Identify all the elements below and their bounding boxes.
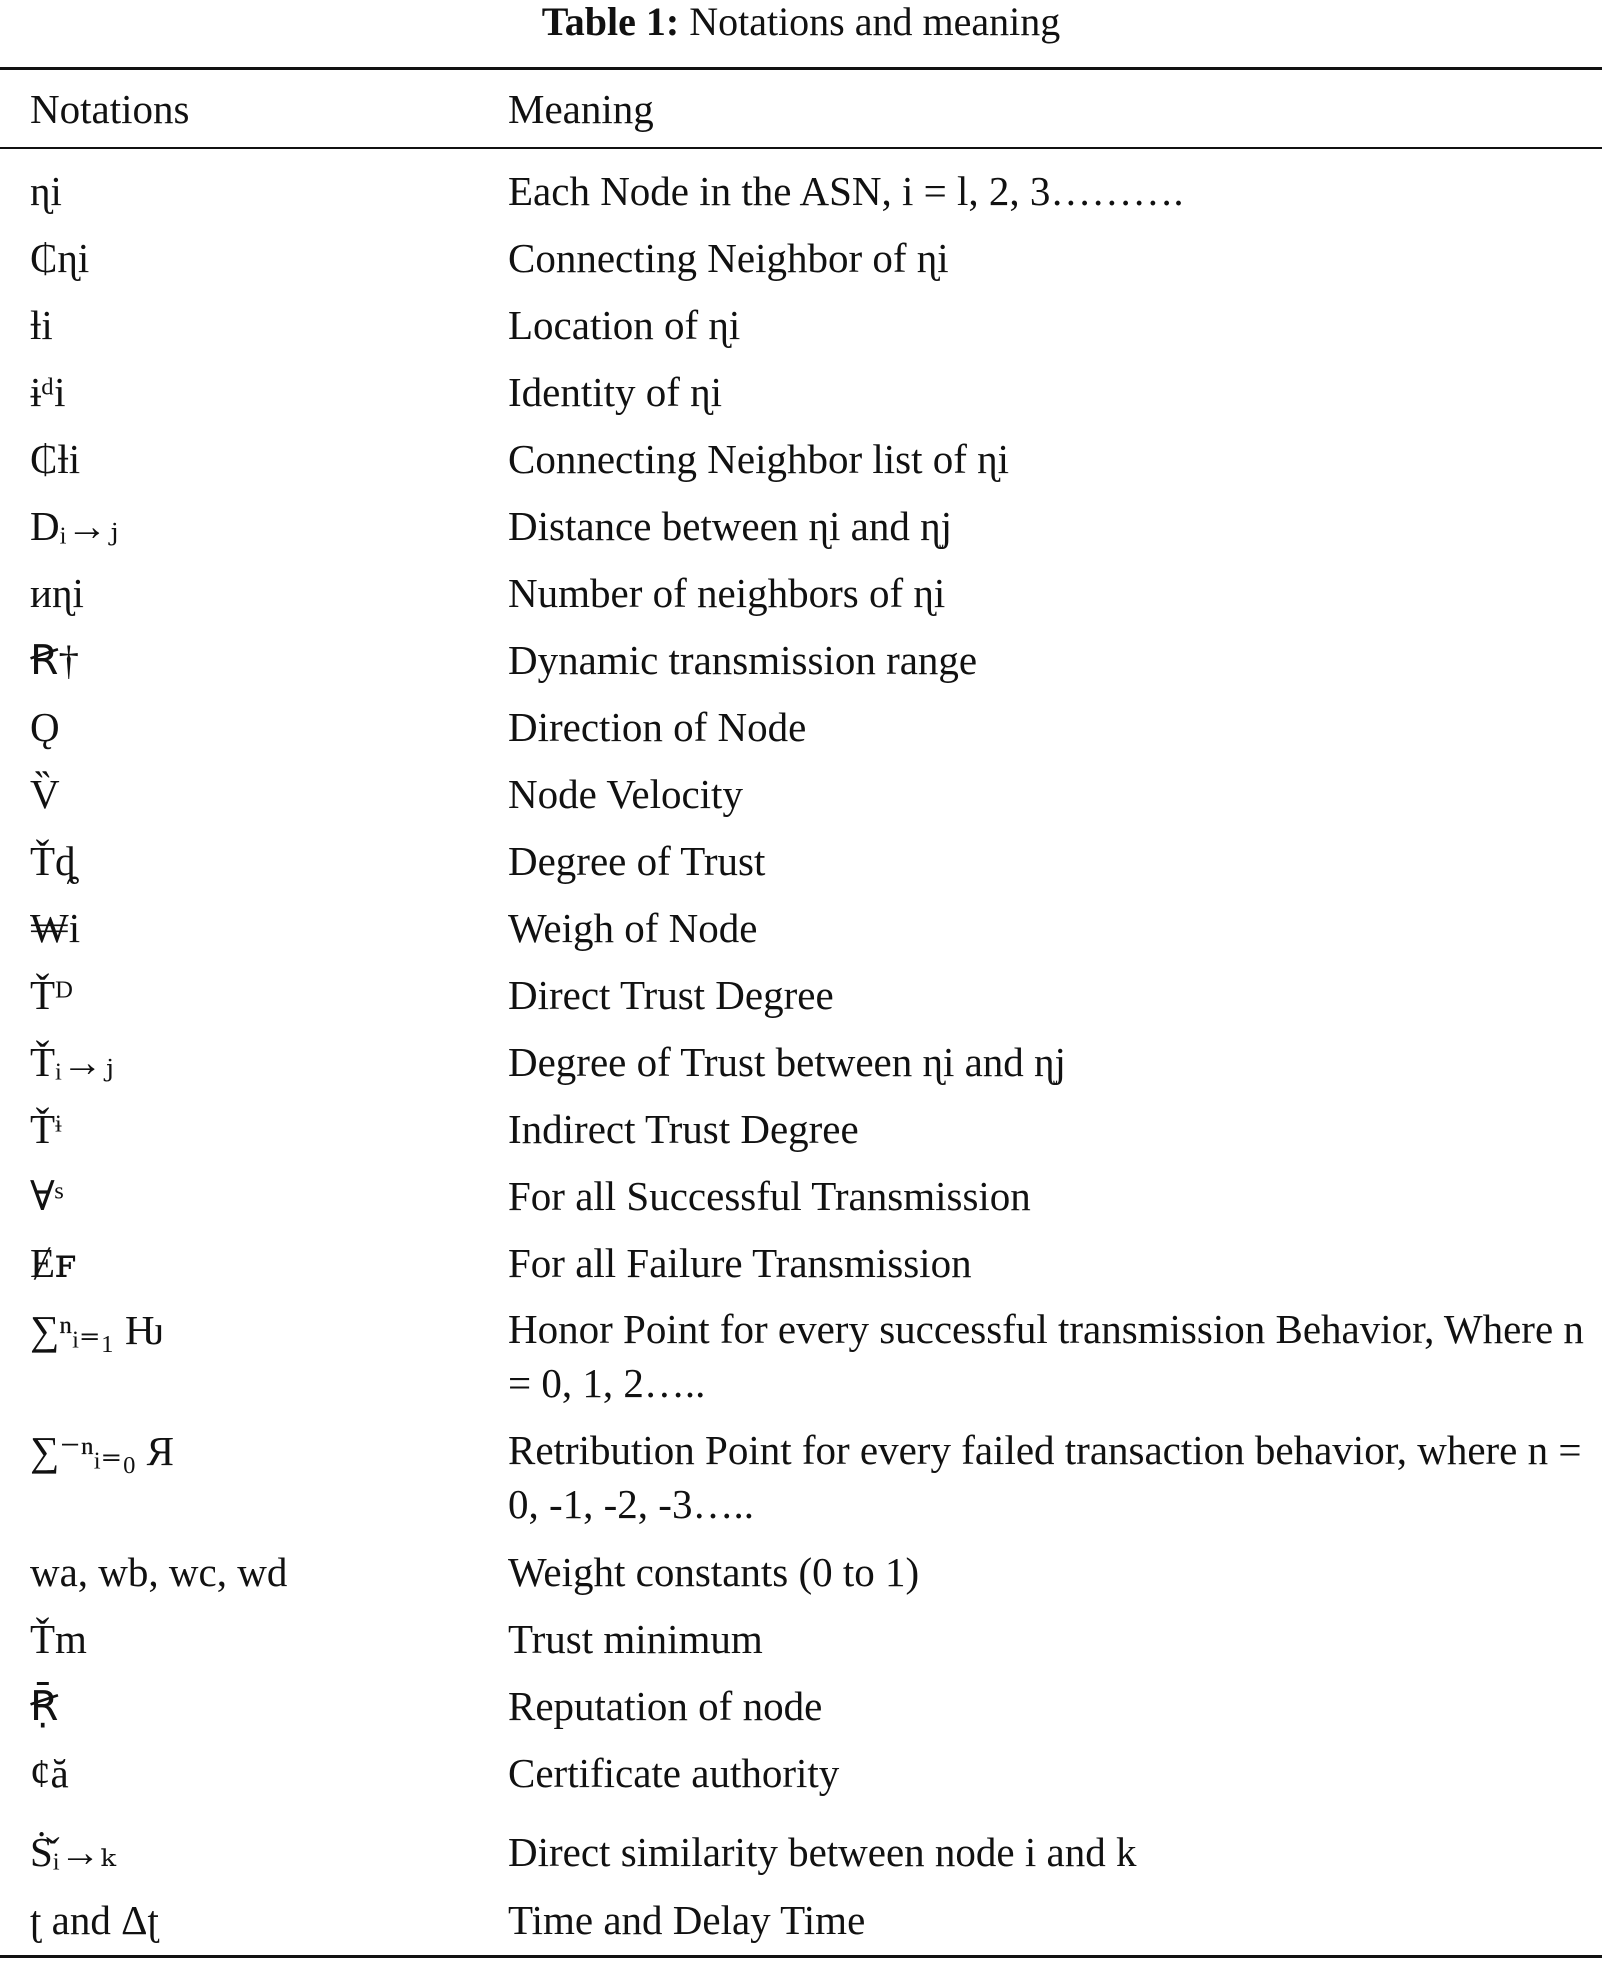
meaning-cell: Direct Trust Degree: [508, 972, 834, 1018]
table-row: [0, 699, 1602, 766]
meaning-cell: Certificate authority: [508, 1750, 840, 1796]
table-row: [0, 900, 1602, 967]
meaning-cell: Weight constants (0 to 1): [508, 1549, 920, 1595]
table-row: [0, 163, 1602, 230]
notation-cell: Ṡ̌ᵢ→ₖ: [30, 1829, 116, 1875]
table-row: [0, 498, 1602, 565]
notation-cell: Ɇꜰ: [30, 1240, 77, 1286]
notation-cell: ∀ˢ: [30, 1173, 64, 1219]
notation-cell: ₵ƚi: [30, 436, 81, 482]
table-caption-label: Table 1:: [541, 0, 680, 44]
notation-cell: ʈ and Δʈ: [30, 1897, 159, 1943]
table-row: [0, 833, 1602, 900]
meaning-cell: Identity of ɳi: [508, 369, 723, 415]
notation-cell: ɳi: [30, 168, 62, 214]
meaning-cell: Node Velocity: [508, 771, 743, 817]
meaning-cell: Location of ɳi: [508, 302, 741, 348]
table-row: [0, 1235, 1602, 1302]
table-row: [0, 1812, 1602, 1892]
meaning-cell: Honor Point for every successful transmission Behavior, Where n = 0, 1, 2…..: [508, 1306, 1584, 1406]
notation-cell: Ťȡ: [30, 838, 76, 884]
table-row: [0, 1544, 1602, 1611]
notation-cell: V̏: [30, 771, 60, 817]
table-top-rule: [0, 67, 1602, 70]
meaning-cell: Degree of Trust between ɳi and ɳj: [508, 1039, 1066, 1085]
table-row: [0, 766, 1602, 833]
table-row: [0, 230, 1602, 297]
meaning-cell: Time and Delay Time: [508, 1897, 866, 1943]
notation-cell: Ǫ: [30, 704, 60, 750]
notation-cell: wa, wb, wc, wd: [30, 1549, 288, 1595]
meaning-cell: Each Node in the ASN, i = l, 2, 3……….: [508, 168, 1184, 214]
notation-cell: ₩i: [30, 905, 81, 951]
header-notations: Notations: [30, 86, 190, 132]
table-caption: [0, 0, 1602, 44]
table-row: [0, 1423, 1602, 1544]
table-body: [0, 163, 1602, 1952]
notation-cell: Ťm: [30, 1616, 87, 1662]
notation-cell: Dᵢ→ⱼ: [30, 503, 119, 549]
meaning-cell: Dynamic transmission range: [508, 637, 978, 683]
table-row: [0, 297, 1602, 364]
table-header-rule: [0, 147, 1602, 149]
notation-cell: ₵ɳi: [30, 235, 90, 281]
table-row: [0, 1892, 1602, 1952]
table-bottom-rule: [0, 1955, 1602, 1958]
table-row: [0, 1101, 1602, 1168]
table-row: [0, 1745, 1602, 1812]
table-row: [0, 431, 1602, 498]
table-row: [0, 1302, 1602, 1423]
table-row: [0, 565, 1602, 632]
meaning-cell: Connecting Neighbor list of ɳi: [508, 436, 1010, 482]
notation-cell: ȼă: [30, 1750, 69, 1796]
table-row: [0, 1168, 1602, 1235]
notation-cell: Ťᶤ: [30, 1106, 62, 1152]
table-row: [0, 364, 1602, 431]
notation-cell: Ꞧ†: [30, 637, 79, 683]
notation-cell: Ťᵢ→ⱼ: [30, 1039, 114, 1085]
meaning-cell: Distance between ɳi and ɳj: [508, 503, 953, 549]
meaning-cell: Degree of Trust: [508, 838, 766, 884]
meaning-cell: Connecting Neighbor of ɳi: [508, 235, 949, 281]
meaning-cell: Number of neighbors of ɳi: [508, 570, 946, 616]
meaning-cell: Weigh of Node: [508, 905, 758, 951]
meaning-cell: Reputation of node: [508, 1683, 823, 1729]
table-row: [0, 1034, 1602, 1101]
meaning-cell: Trust minimum: [508, 1616, 763, 1662]
notation-cell: ƚi: [30, 302, 53, 348]
notation-cell: ᴎɳi: [30, 570, 84, 616]
table-row: [0, 1611, 1602, 1678]
notation-cell: ɨᵈi: [30, 369, 66, 415]
table-row: [0, 967, 1602, 1034]
notation-cell: ∑ⁿᵢ₌₁ Ƕ: [30, 1307, 164, 1353]
notation-cell: ∑⁻ⁿᵢ₌₀ Я: [30, 1428, 175, 1474]
table-row: [0, 1678, 1602, 1745]
meaning-cell: For all Successful Transmission: [508, 1173, 1031, 1219]
meaning-cell: Direction of Node: [508, 704, 807, 750]
notation-cell: Ꞧ̣̄: [30, 1683, 59, 1729]
table-row: [0, 632, 1602, 699]
meaning-cell: Direct similarity between node i and k: [508, 1829, 1137, 1875]
header-meaning: Meaning: [508, 86, 654, 132]
meaning-cell: For all Failure Transmission: [508, 1240, 972, 1286]
meaning-cell: Indirect Trust Degree: [508, 1106, 859, 1152]
meaning-cell: Retribution Point for every failed transaction behavior, where n = 0, -1, -2, -3…..: [508, 1427, 1582, 1527]
table-caption-text: Notations and meaning: [689, 0, 1061, 44]
table-header-row: [0, 78, 1602, 140]
notation-cell: Ťᴰ: [30, 972, 73, 1018]
